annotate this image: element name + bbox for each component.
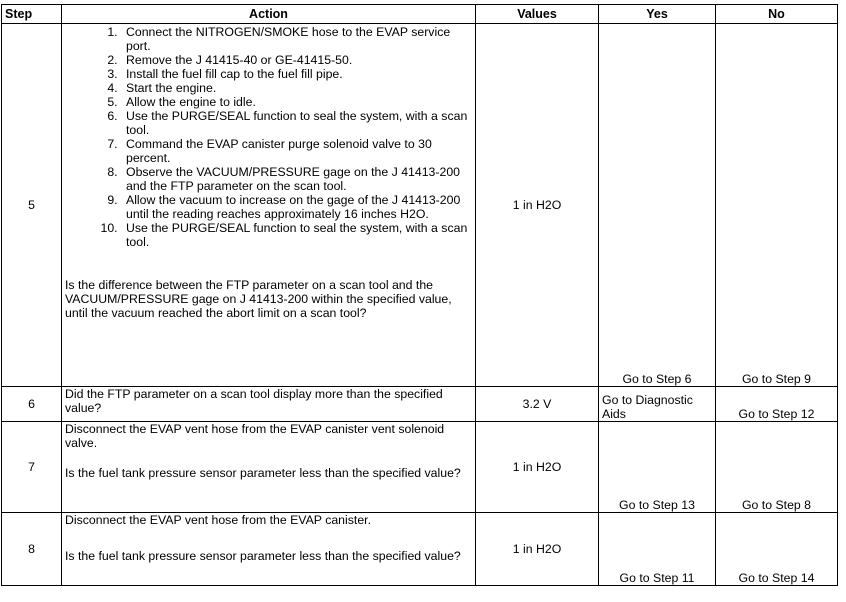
yes-link[interactable]: Go to Diagnostic Aids <box>599 387 716 422</box>
header-values: Values <box>476 5 599 24</box>
header-step: Step <box>2 5 62 24</box>
procedure-step: 5. Allow the engine to idle. <box>121 95 472 109</box>
action-cell <box>62 422 476 513</box>
spec-value: 1 in H2O <box>476 422 599 513</box>
action-cell <box>62 513 476 586</box>
instruction-text: Disconnect the EVAP vent hose from the EVAP canister vent solenoid valve. <box>65 422 445 450</box>
step-number: 8 <box>2 513 62 586</box>
no-link[interactable]: Go to Step 14 <box>716 513 838 586</box>
procedure-step: 7. Command the EVAP canister purge solenoid valve to 30 percent. <box>121 137 472 165</box>
procedure-step: 10. Use the PURGE/SEAL function to seal the system, with a scan tool. <box>121 221 472 249</box>
no-link[interactable]: Go to Step 9 <box>716 24 838 387</box>
procedure-step: 2. Remove the J 41415-40 or GE-41415-50. <box>121 53 472 67</box>
procedure-step: 3. Install the fuel fill cap to the fuel fill pipe. <box>121 67 472 81</box>
header-row <box>2 5 838 24</box>
no-link[interactable]: Go to Step 12 <box>716 387 838 422</box>
spec-value: 3.2 V <box>476 387 599 422</box>
yes-link[interactable]: Go to Step 11 <box>599 513 716 586</box>
question-text: Is the fuel tank pressure sensor parameter less than the specified value? <box>65 549 461 563</box>
question-text: Did the FTP parameter on a scan tool display more than the specified value? <box>62 387 476 422</box>
table-row-step-8 <box>2 513 838 586</box>
procedure-step: 4. Start the engine. <box>121 81 472 95</box>
procedure-step: 6. Use the PURGE/SEAL function to seal the system, with a scan tool. <box>121 109 472 137</box>
action-cell <box>62 24 476 387</box>
no-link[interactable]: Go to Step 8 <box>716 422 838 513</box>
procedure-step: 8. Observe the VACUUM/PRESSURE gage on the J 41413-200 and the FTP parameter on the scan tool. <box>121 165 472 193</box>
question-text: Is the fuel tank pressure sensor parameter less than the specified value? <box>65 466 461 480</box>
header-yes: Yes <box>599 5 716 24</box>
header-no: No <box>716 5 838 24</box>
table-row-step-6 <box>2 387 838 422</box>
question-text: Is the difference between the FTP parameter on a scan tool and the VACUUM/PRESSURE gage on J 41413-200 within the specified value, until the vacuum reached the abort limit on a scan tool? <box>65 278 452 320</box>
spec-value: 1 in H2O <box>476 513 599 586</box>
diagnostic-table <box>1 4 838 586</box>
procedure-list <box>65 25 472 249</box>
spec-value: 1 in H2O <box>476 24 599 387</box>
step-number: 7 <box>2 422 62 513</box>
procedure-step: 9. Allow the vacuum to increase on the gage of the J 41413-200 until the reading reaches approximately 16 inches H2O. <box>121 193 472 221</box>
yes-link[interactable]: Go to Step 6 <box>599 24 716 387</box>
step-number: 6 <box>2 387 62 422</box>
table-row-step-5 <box>2 24 838 387</box>
header-action: Action <box>62 5 476 24</box>
instruction-text: Disconnect the EVAP vent hose from the EVAP canister. <box>65 513 371 527</box>
procedure-step: 1. Connect the NITROGEN/SMOKE hose to the EVAP service port. <box>121 25 472 53</box>
step-number: 5 <box>2 24 62 387</box>
table-row-step-7 <box>2 422 838 513</box>
yes-link[interactable]: Go to Step 13 <box>599 422 716 513</box>
